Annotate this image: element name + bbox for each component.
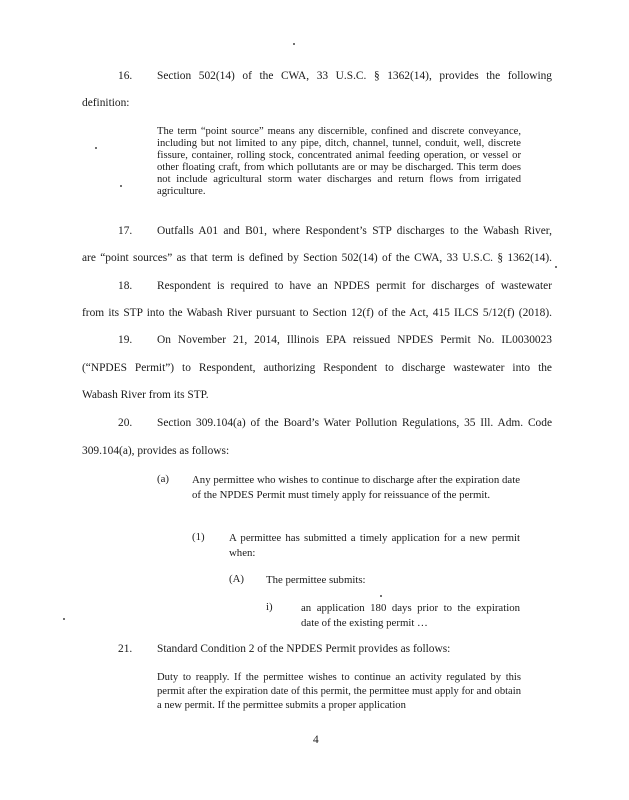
subsection-1-text: A permittee has submitted a timely application for a new permit when: [229, 532, 520, 559]
paragraph-19-line-1: On November 21, 2014, Illinois EPA reissued NPDES Permit No. IL0030023 [157, 334, 552, 346]
paragraph-16-line-2: definition: [82, 97, 130, 109]
subsection-A-text: The permittee submits: [266, 574, 366, 586]
paragraph-18-line-2: from its STP into the Wabash River pursuant to Section 12(f) of the Act, 415 ILCS 5/12(f) (2018). [82, 307, 552, 319]
subsection-a-text: Any permittee who wishes to continue to discharge after the expiration date of the NPDES Permit must timely apply for reissuance of the permit. [192, 474, 520, 501]
subsection-A-label: (A) [229, 573, 244, 585]
paragraph-18-line-1: Respondent is required to have an NPDES permit for discharges of wastewater [157, 280, 552, 292]
paragraph-20-number: 20. [118, 417, 133, 429]
paragraph-18-number: 18. [118, 280, 133, 292]
subsection-1-label: (1) [192, 531, 205, 543]
page-number: 4 [313, 734, 319, 746]
scan-speck [293, 43, 295, 45]
paragraph-19-number: 19. [118, 334, 133, 346]
paragraph-21-number: 21. [118, 643, 133, 655]
scan-speck [555, 266, 557, 268]
scan-speck [95, 147, 97, 149]
paragraph-17-number: 17. [118, 225, 133, 237]
scan-speck [63, 618, 65, 620]
scan-speck [380, 595, 382, 597]
paragraph-16-line-1: Section 502(14) of the CWA, 33 U.S.C. § 1362(14), provides the following [157, 70, 552, 82]
paragraph-19-line-2: (“NPDES Permit”) to Respondent, authorizing Respondent to discharge wastewater into the [82, 362, 552, 374]
paragraph-19-line-3: Wabash River from its STP. [82, 389, 209, 401]
subsection-i-text: an application 180 days prior to the expiration date of the existing permit … [301, 602, 520, 629]
paragraph-16-number: 16. [118, 70, 133, 82]
paragraph-20-line-1: Section 309.104(a) of the Board’s Water Pollution Regulations, 35 Ill. Adm. Code [157, 417, 552, 429]
paragraph-21-blockquote: Duty to reapply. If the permittee wishes to continue an activity regulated by this permit after the expiration date of this permit, the permittee must apply for and obtain a new permit. If the permittee submits a proper application [157, 672, 521, 712]
scan-speck [120, 185, 122, 187]
subsection-i-label: i) [266, 601, 273, 613]
paragraph-17-line-2: are “point sources” as that term is defined by Section 502(14) of the CWA, 33 U.S.C. § 1362(14). [82, 252, 552, 264]
paragraph-21-line-1: Standard Condition 2 of the NPDES Permit provides as follows: [157, 643, 451, 655]
paragraph-16-blockquote: The term “point source” means any discernible, confined and discrete conveyance, including but not limited to any pipe, ditch, channel, tunnel, conduit, well, discrete fissure, container, rolling stock, concentrated animal feeding operation, or vessel or other floating craft, from which pollutants are or may be discharged. This term does not include agricultural storm water discharges and return flows from irrigated agriculture. [157, 126, 521, 198]
subsection-a-label: (a) [157, 473, 169, 485]
paragraph-20-line-2: 309.104(a), provides as follows: [82, 445, 230, 457]
paragraph-17-line-1: Outfalls A01 and B01, where Respondent’s STP discharges to the Wabash River, [157, 225, 552, 237]
